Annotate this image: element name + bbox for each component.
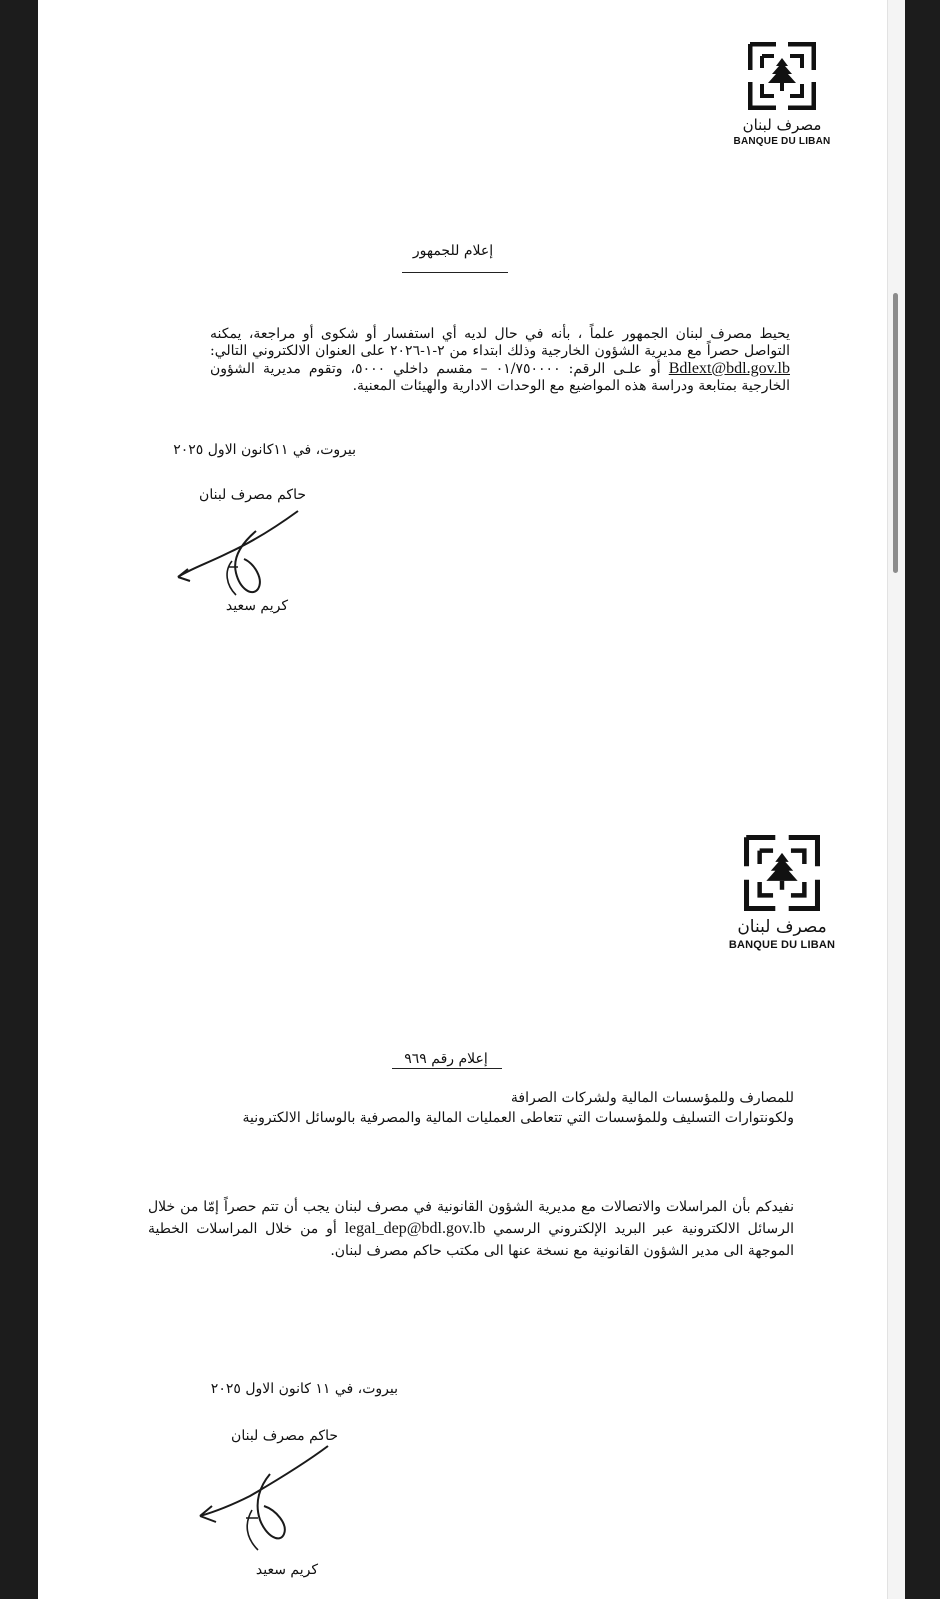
notice1-email-link[interactable]: Bdlext@bdl.gov.lb — [668, 360, 790, 377]
notice1-body-end: أو علـى الرقم: ٠١/٧٥٠٠٠٠ – مقسم داخلي ٥٠٠٠، وتقوم مديرية الشؤون الخارجية بمتابعة ودراسة هذه المواضيع مع الوحدات الادارية والهيئات المعنية. — [210, 361, 790, 394]
cedar-emblem-icon — [744, 835, 820, 911]
scrollbar-thumb[interactable] — [893, 293, 898, 573]
logo-arabic-name: مصرف لبنان — [742, 116, 822, 134]
notice1-title-underline — [402, 272, 508, 273]
notice1-body — [210, 326, 790, 395]
notice2-date: بيروت، في ١١ كانون الاول ٢٠٢٥ — [210, 1381, 398, 1397]
notice2-signatory-name: كريم سعيد — [255, 1562, 318, 1578]
notice1-date: بيروت، في ١١كانون الاول ٢٠٢٥ — [173, 442, 356, 458]
notice2-addressee-line2: ولكونتوارات التسليف وللمؤسسات التي تتعاطى العمليات المالية والمصرفية بالوسائل الالكترونية — [242, 1110, 794, 1126]
notice2-signature — [188, 1440, 338, 1560]
document-page — [38, 0, 904, 1599]
notice2-title-underline — [392, 1068, 502, 1069]
bdl-logo-bottom — [722, 835, 842, 951]
bdl-logo-top — [722, 42, 842, 147]
notice2-body-line1: نفيدكم بأن المراسلات والاتصالات مع مديرية الشؤون القانونية في مصرف لبنان يجب أن تتم حصراً — [223, 1199, 795, 1215]
cedar-emblem-icon — [748, 42, 816, 110]
notice2-body — [148, 1196, 794, 1262]
notice2-email-link[interactable]: legal_dep@bdl.gov.lb — [344, 1220, 486, 1237]
notice2-addressee-line1: للمصارف وللمؤسسات المالية ولشركات الصرافة — [510, 1090, 794, 1106]
notice1-signature — [166, 503, 316, 613]
logo-english-name: BANQUE DU LIBAN — [733, 136, 831, 147]
notice1-body-start: يحيط مصرف لبنان الجمهور علماً ، بأنه في حال لديه أي استفسار أو شكوى أو مراجعة، يمكنه التواصل حصراً مع مديرية الشؤون الخارجية وذلك ابتداء من ٢-١-٢٠٢٦ على العنوان الالكتروني التالي: — [210, 326, 790, 359]
notice1-title: إعلام للجمهور — [412, 243, 494, 259]
logo-english-name: BANQUE DU LIBAN — [728, 939, 836, 951]
notice1-signatory-name: كريم سعيد — [225, 598, 288, 614]
notice2-body-line2: إمّا من خلال الرسائل الالكترونية عبر البريد الإلكتروني الرسمي — [148, 1199, 794, 1237]
notice2-body-line3: أو من خلال المراسلات الخطية الموجهة الى مدير الشؤون القانونية مع نسخة عنها الى مكتب حاكم مصرف لبنان. — [148, 1221, 794, 1259]
notice1-signatory-title: حاكم مصرف لبنان — [199, 487, 306, 503]
notice2-title: إعلام رقم ٩٦٩ — [404, 1051, 488, 1067]
logo-arabic-name: مصرف لبنان — [737, 917, 827, 937]
notice2-signatory-title: حاكم مصرف لبنان — [231, 1428, 338, 1444]
vertical-scrollbar[interactable] — [887, 0, 905, 1599]
